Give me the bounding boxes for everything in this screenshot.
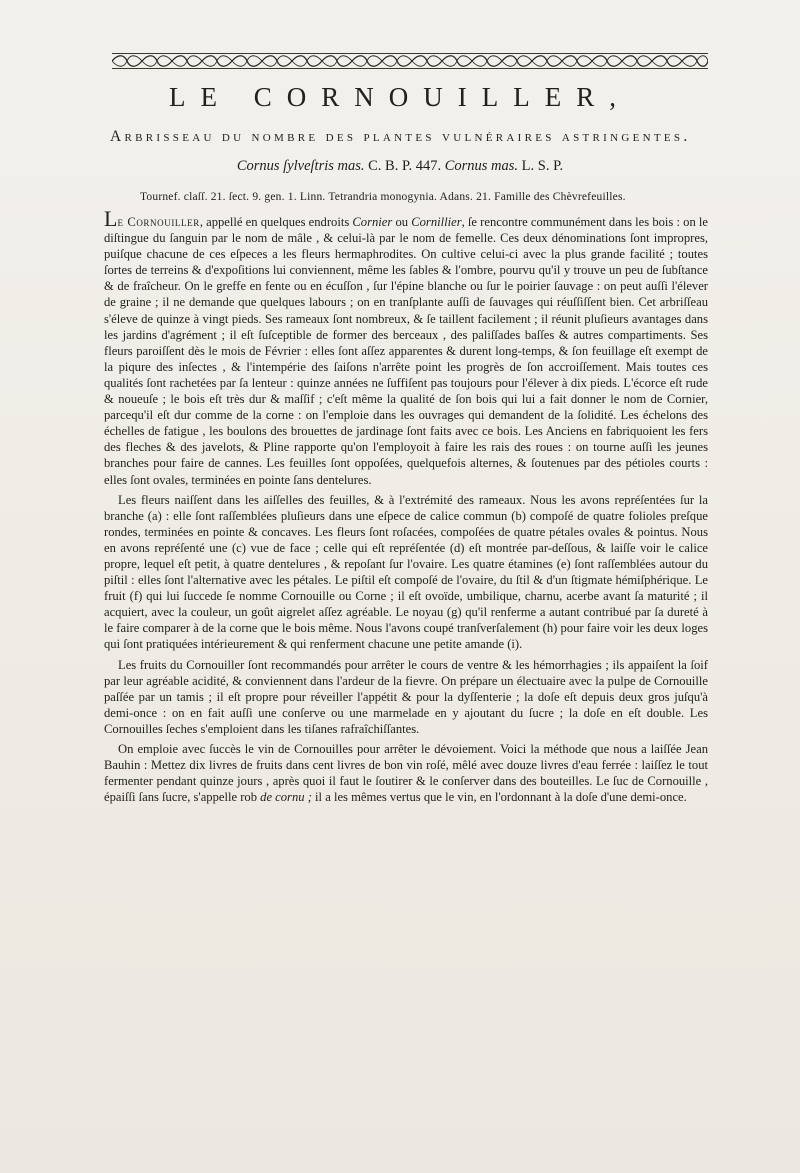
paragraph-3: Les fruits du Cornouiller ſont recommandés pour arrêter le cours de ventre & les hémorrhagies ; ils appaiſent la ſoif par leur agréable acidité, & conviennent dans l'ardeur de la fievre. On prépare un électuaire avec la pulpe de Cornouille paſſée par un tamis ; il eſt propre pour réveiller l'appétit & pour la dyſſenterie ; la doſe eſt depuis deux gros juſqu'à demi-once : on en fait auſſi une conſerve ou une marmelade en y ajoutant du ſucre ; la doſe en eſt double. Les Cornouilles ſeches s'emploient dans les tiſanes rafraîchiſſantes.	[104, 657, 708, 736]
synonym-reference-1: C. B. P. 447.	[364, 158, 445, 174]
paragraph-1	[104, 206, 708, 488]
paragraph-1-italic-a: Cornier	[352, 215, 393, 229]
lead-words: e Cornouiller	[117, 215, 200, 229]
paragraph-1-text-c: , ſe rencontre communément dans les bois : on le diſtingue du ſanguin par le nom de mâle , & celui-là par le nom de femelle. Ces deux dénominations ſont impropres, puiſque chacune de ces eſpeces a les fleurs hermaphrodites. On cultive celui-ci avec la plus grande facilité ; toutes ſortes de terreins & d'expoſitions lui conviennent, même les ſables & l'ombre, pourvu qu'il y trouve un peu de ſubſtance & de fraîcheur. On le greffe en fente ou en écuſſon , ſur l'épine blanche ou ſur le poirier ſauvage : on peut auſſi l'élever de graine ; il ne demande que quelques labours ; on en tranſplante auſſi de ſauvages qui réuſſiſſent bien. Cet arbriſſeau s'éleve de quinze à vingt pieds. Ses rameaux ſont nombreux, & ſe taillent facilement ; il réunit pluſieurs avantages dans les jardins d'agrément ; il eſt ſuſceptible de former des berceaux , des paliſſades baſſes & autres compartiments. Ses fleurs paroiſſent dès le mois de Février : elles ſont aſſez apparentes & durent long-temps, & ſon feuillage eſt exempt de la piqure des inſectes , & l'intempérie des ſaiſons n'arrête point les progrès de ſon accroiſſement. Mais toutes ces qualités ſont rachetées par ſa lenteur : quinze années ne ſuffiſent pas toujours pour l'élever à dix pieds. L'écorce eſt rude & noueuſe ; le bois eſt très dur & maſſif ; c'eſt même la qualité de ſon bois qui lui a fait donner le nom de Cornier, parcequ'il eſt dur comme de la corne : on l'emploie dans les ouvrages qui demandent de la ſolidité. Les échelons des échelles de fatigue , les boulons des brouettes de jardinage ſont faits avec ce bois. Les Anciens en fabriquoient les fers des fleches & des javelots, & Pline rapporte qu'on l'employoit à faire les rais des roues : on tourne auſſi les jeunes branches pour faire de cannes. Les feuilles ſont oppoſées, quelquefois alternes, & ſoutenues par des pétioles courts : elles ſont ovales, terminées en pointe ſans dentelures.	[104, 215, 708, 487]
paragraph-4-italic: de cornu ;	[260, 790, 312, 805]
ornament-band	[112, 50, 708, 72]
paragraph-1-text-b: ou	[392, 215, 412, 229]
paragraph-1-italic-b: Cornillier	[411, 215, 462, 229]
synonym-italic-1: Cornus ſylveſtris mas.	[236, 158, 365, 174]
paragraph-4	[104, 741, 708, 805]
paragraph-2: Les fleurs naiſſent dans les aiſſelles des feuilles, & à l'extrémité des rameaux. Nous les avons repréſentées ſur la branche (a) : elle ſont raſſemblées pluſieurs dans une eſpece de calice commun (b) compoſé de quatre folioles preſque rondes, terminées en pointe & concaves. Les fleurs ſont roſacées, compoſées de quatre pétales ovales & pointus. Nous en avons repréſenté une (c) vue de face ; celle qui eſt repréſentée (d) eſt montrée par-deſſous, & laiſſe voir le calice propre, lequel eſt petit, à quatre dentelures , & repoſant ſur l'ovaire. Les quatre étamines (e) ſont raſſemblées autour du piſtil : elles ſont l'alternative avec les pétales. Le piſtil eſt compoſé de l'ovaire, du ſtil & d'un ſtigmate hémiſphérique. Le fruit (f) qui lui ſuccede ſe nomme Cornouille ou Corne ; il eſt ovoïde, umbilique, charnu, acerbe avant ſa maturité ; il acquiert, avec la couleur, un goût aigrelet aſſez agréable. Le noyau (g) qu'il renferme a autant contribué par ſa dureté à le faire comparer à de la corne que le bois même. Nous l'avons coupé tranſverſalement (h) pour faire voir les deux loges qui ſont pratiquées intérieurement & qui renferment chacune une petite amande (i).	[104, 492, 708, 652]
paragraph-4-text-b: il a les mêmes vertus que le vin, en l'ordonnant à la doſe d'une demi-once.	[311, 790, 687, 805]
synonym-italic-2: Cornus mas.	[444, 158, 519, 174]
page-title: LE CORNOUILLER,	[169, 82, 631, 112]
synonym-reference-2: L. S. P.	[518, 158, 564, 174]
paragraph-1-text-a: , appellé en quelques endroits	[199, 215, 353, 229]
classification-line: Tournef. claſſ. 21. ſect. 9. gen. 1. Linn. Tetrandria monogynia. Adans. 21. Famille des Chèvrefeuilles.	[140, 191, 626, 203]
drop-cap: L	[104, 206, 118, 231]
article-body	[104, 206, 708, 809]
botanical-synonyms	[0, 158, 800, 175]
page-subtitle: Arbrisseau du nombre des plantes vulnéraires astringentes.	[110, 128, 691, 145]
paragraph-4-text-a: On emploie avec ſuccès le vin de Cornouilles pour arrêter le dévoiement. Voici la méthode que nous a laiſſée Jean Bauhin : Mettez dix livres de fruits dans cent livres de bon vin roſé, mêlé avec douze livres d'eau ferrée : laiſſez le tout fermenter pendant quinze jours , après quoi il faut le ſoutirer & le conſerver dans des bouteilles. Le ſuc de Cornouille , épaiſſi ſans ſucre, s'appelle rob	[104, 742, 708, 805]
